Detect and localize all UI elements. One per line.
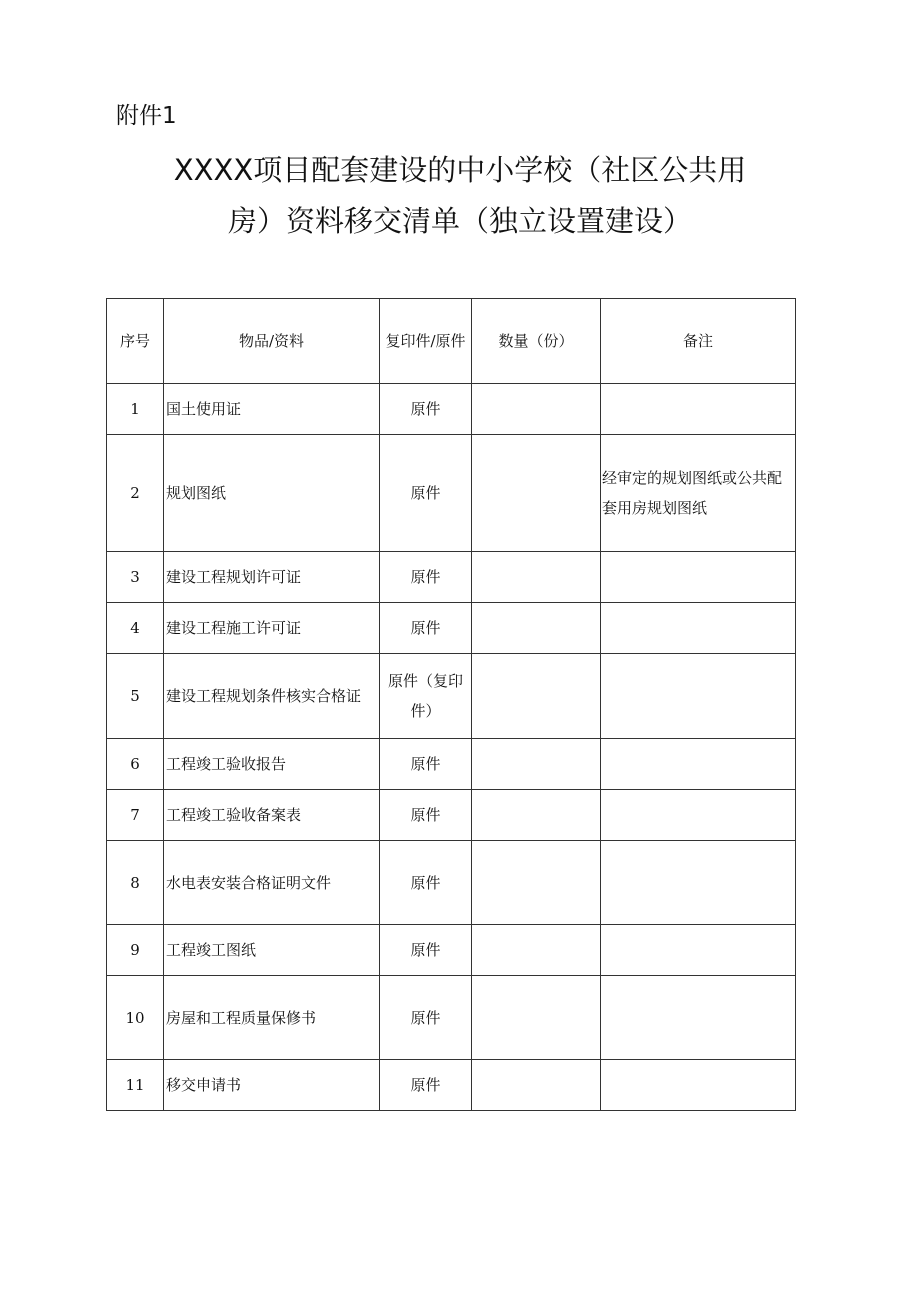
- table-row: [107, 739, 796, 790]
- row-quantity: [472, 790, 601, 841]
- row-number: 4: [107, 603, 164, 654]
- row-note: [601, 384, 796, 435]
- row-item: 工程竣工图纸: [164, 925, 380, 976]
- row-note: 经审定的规划图纸或公共配套用房规划图纸: [601, 435, 796, 552]
- header-item: 物品/资料: [164, 299, 380, 384]
- row-note: [601, 552, 796, 603]
- row-number: 9: [107, 925, 164, 976]
- table-row: [107, 1060, 796, 1111]
- header-quantity: 数量（份）: [472, 299, 601, 384]
- row-note: [601, 603, 796, 654]
- row-note: [601, 654, 796, 739]
- row-item: 建设工程规划条件核实合格证: [164, 654, 380, 739]
- row-item: 建设工程规划许可证: [164, 552, 380, 603]
- table-row: [107, 552, 796, 603]
- row-item: 工程竣工验收报告: [164, 739, 380, 790]
- row-type: 原件: [380, 552, 472, 603]
- row-note: [601, 925, 796, 976]
- row-item: 建设工程施工许可证: [164, 603, 380, 654]
- handover-list-table: [106, 298, 796, 1111]
- row-quantity: [472, 552, 601, 603]
- row-number: 2: [107, 435, 164, 552]
- row-type: 原件: [380, 739, 472, 790]
- document-title-line-1: XXXX项目配套建设的中小学校（社区公共用: [173, 153, 747, 187]
- row-note: [601, 739, 796, 790]
- table-row: [107, 603, 796, 654]
- row-type: 原件: [380, 1060, 472, 1111]
- row-quantity: [472, 603, 601, 654]
- row-quantity: [472, 739, 601, 790]
- row-number: 5: [107, 654, 164, 739]
- row-number: 11: [107, 1060, 164, 1111]
- row-quantity: [472, 841, 601, 925]
- row-quantity: [472, 1060, 601, 1111]
- row-note: [601, 841, 796, 925]
- table-row: [107, 925, 796, 976]
- row-type: 原件: [380, 603, 472, 654]
- row-note: [601, 976, 796, 1060]
- table-row: [107, 841, 796, 925]
- row-note: [601, 790, 796, 841]
- row-note: [601, 1060, 796, 1111]
- table-row: [107, 384, 796, 435]
- document-title-line-2: 房）资料移交清单（独立设置建设）: [227, 204, 692, 238]
- row-item: 规划图纸: [164, 435, 380, 552]
- row-item: 国土使用证: [164, 384, 380, 435]
- row-quantity: [472, 654, 601, 739]
- table-row: [107, 976, 796, 1060]
- row-type: 原件（复印件）: [380, 654, 472, 739]
- row-item: 房屋和工程质量保修书: [164, 976, 380, 1060]
- row-type: 原件: [380, 790, 472, 841]
- row-number: 6: [107, 739, 164, 790]
- annex-label: 附件1: [116, 103, 177, 129]
- table-header-row: [107, 299, 796, 384]
- row-quantity: [472, 976, 601, 1060]
- row-number: 3: [107, 552, 164, 603]
- row-number: 8: [107, 841, 164, 925]
- header-no: 序号: [107, 299, 164, 384]
- table-row: [107, 790, 796, 841]
- row-item: 水电表安装合格证明文件: [164, 841, 380, 925]
- row-quantity: [472, 384, 601, 435]
- row-number: 1: [107, 384, 164, 435]
- row-number: 7: [107, 790, 164, 841]
- row-type: 原件: [380, 384, 472, 435]
- table-row: [107, 435, 796, 552]
- row-number: 10: [107, 976, 164, 1060]
- row-type: 原件: [380, 841, 472, 925]
- row-item: 移交申请书: [164, 1060, 380, 1111]
- row-item: 工程竣工验收备案表: [164, 790, 380, 841]
- header-type: 复印件/原件: [380, 299, 472, 384]
- table-row: [107, 654, 796, 739]
- header-note: 备注: [601, 299, 796, 384]
- row-type: 原件: [380, 976, 472, 1060]
- row-type: 原件: [380, 925, 472, 976]
- row-quantity: [472, 925, 601, 976]
- row-quantity: [472, 435, 601, 552]
- row-type: 原件: [380, 435, 472, 552]
